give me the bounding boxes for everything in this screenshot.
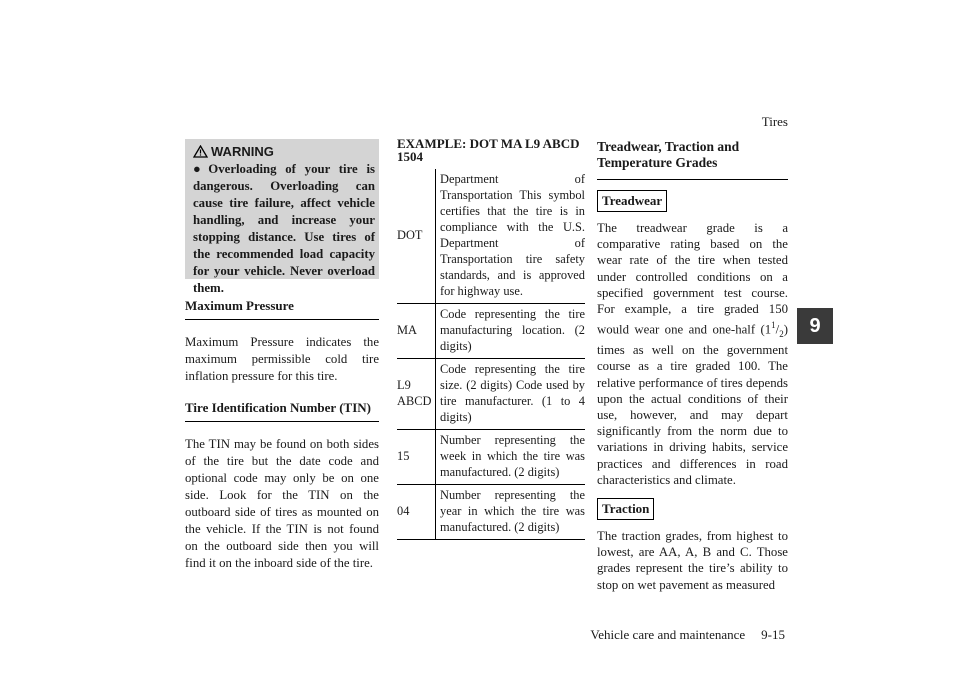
traction-text: The traction grades, from highest to lowest, are AA, A, B and C. Those grades represent the tire’s ability to stop on wet pavement as measured	[597, 529, 788, 592]
tin-heading: Tire Identification Number (TIN)	[185, 400, 379, 422]
bullet-icon: ●	[193, 162, 207, 176]
example-heading: EXAMPLE: DOT MA L9 ABCD 1504	[397, 136, 580, 164]
treadwear-heading: Treadwear	[597, 190, 667, 212]
description-cell: Code representing the tire size. (2 digits) Code used by tire manufacturer. (1 to 4 digits)	[436, 359, 586, 430]
tin-text: The TIN may be found on both sides of the tire but the date code and optional code may only be on one side. Look for the TIN on the outboard side of tires as mounted on the vehicle. If the TIN is not found on the outboard side then you will find it on the inboard side of the tire.	[185, 437, 379, 570]
table-row	[397, 304, 585, 359]
tin-example-table	[397, 169, 585, 540]
table-row	[397, 485, 585, 540]
max-pressure-heading: Maximum Pressure	[185, 298, 379, 320]
treadwear-text-part1: The treadwear grade is a comparative rating based on the wear rate of the tire when tested under controlled conditions on a specified government test course. For example, a tire graded 150 would wear one and one-half (1	[597, 221, 788, 337]
treadwear-text: The treadwear grade is a comparative rating based on the wear rate of the tire when tested under controlled conditions on a specified government test course. For example, a tire graded 150 would wear one and one-half $(1^1/_2)$ times as well on the government course as a tire graded 100. The relative performance of tires depends upon the actual conditions of their use, however, and may depart significantly from the norm due to variations in driving habits, service practices and differences in road characteristics and climate.	[597, 221, 788, 487]
description-cell: Number representing the week in which the tire was manufactured. (2 digits)	[436, 430, 586, 485]
footer-section: Vehicle care and maintenance	[590, 627, 746, 642]
table-row	[397, 359, 585, 430]
code-cell: 15	[397, 430, 436, 485]
code-cell: L9 ABCD	[397, 359, 436, 430]
chapter-tab: 9	[797, 308, 833, 344]
right-column	[597, 139, 788, 593]
max-pressure-text: Maximum Pressure indicates the maximum permissible cold tire inflation pressure for this tire.	[185, 335, 379, 383]
table-row	[397, 430, 585, 485]
description-cell: Number representing the year in which the tire was manufactured. (2 digits)	[436, 485, 586, 540]
warning-header	[193, 143, 375, 159]
page-title: Tires	[761, 114, 788, 129]
traction-heading: Traction	[597, 498, 654, 520]
code-cell: 04	[397, 485, 436, 540]
warning-triangle-icon	[193, 145, 208, 158]
grades-heading: Treadwear, Traction and Temperature Grades	[597, 139, 788, 180]
description-cell: Department of Transportation This symbol certifies that the tire is in compliance with the U.S. Department of Transportation tire safety standards, and is approved for highway use.	[436, 169, 586, 304]
table-row	[397, 169, 585, 304]
fraction-numerator: 1	[771, 320, 776, 331]
code-cell: DOT	[397, 169, 436, 304]
page-footer	[590, 627, 785, 643]
left-column	[185, 139, 379, 572]
warning-label: WARNING	[211, 143, 274, 159]
description-cell: Code representing the tire manufacturing location. (2 digits)	[436, 304, 586, 359]
warning-message: Overloading of your tire is dangerous. Overloading can cause tire failure, affect vehicle handling, and increase your stopping distance. Use tires of the recommended load capacity for your vehicle. Never overload them.	[193, 162, 375, 295]
warning-box	[185, 139, 379, 295]
warning-text	[193, 161, 375, 297]
middle-column	[397, 137, 585, 540]
treadwear-text-part2: ) times as well on the government course as a tire graded 100. The relative performance of tires depends upon the actual conditions of their use, however, and may depart significantly from the norm due to variations in driving habits, service practices and differences in road characteristics and climate.	[597, 322, 788, 487]
page-number: 9-15	[761, 627, 785, 642]
code-cell: MA	[397, 304, 436, 359]
fraction-denominator: 2	[779, 329, 784, 340]
